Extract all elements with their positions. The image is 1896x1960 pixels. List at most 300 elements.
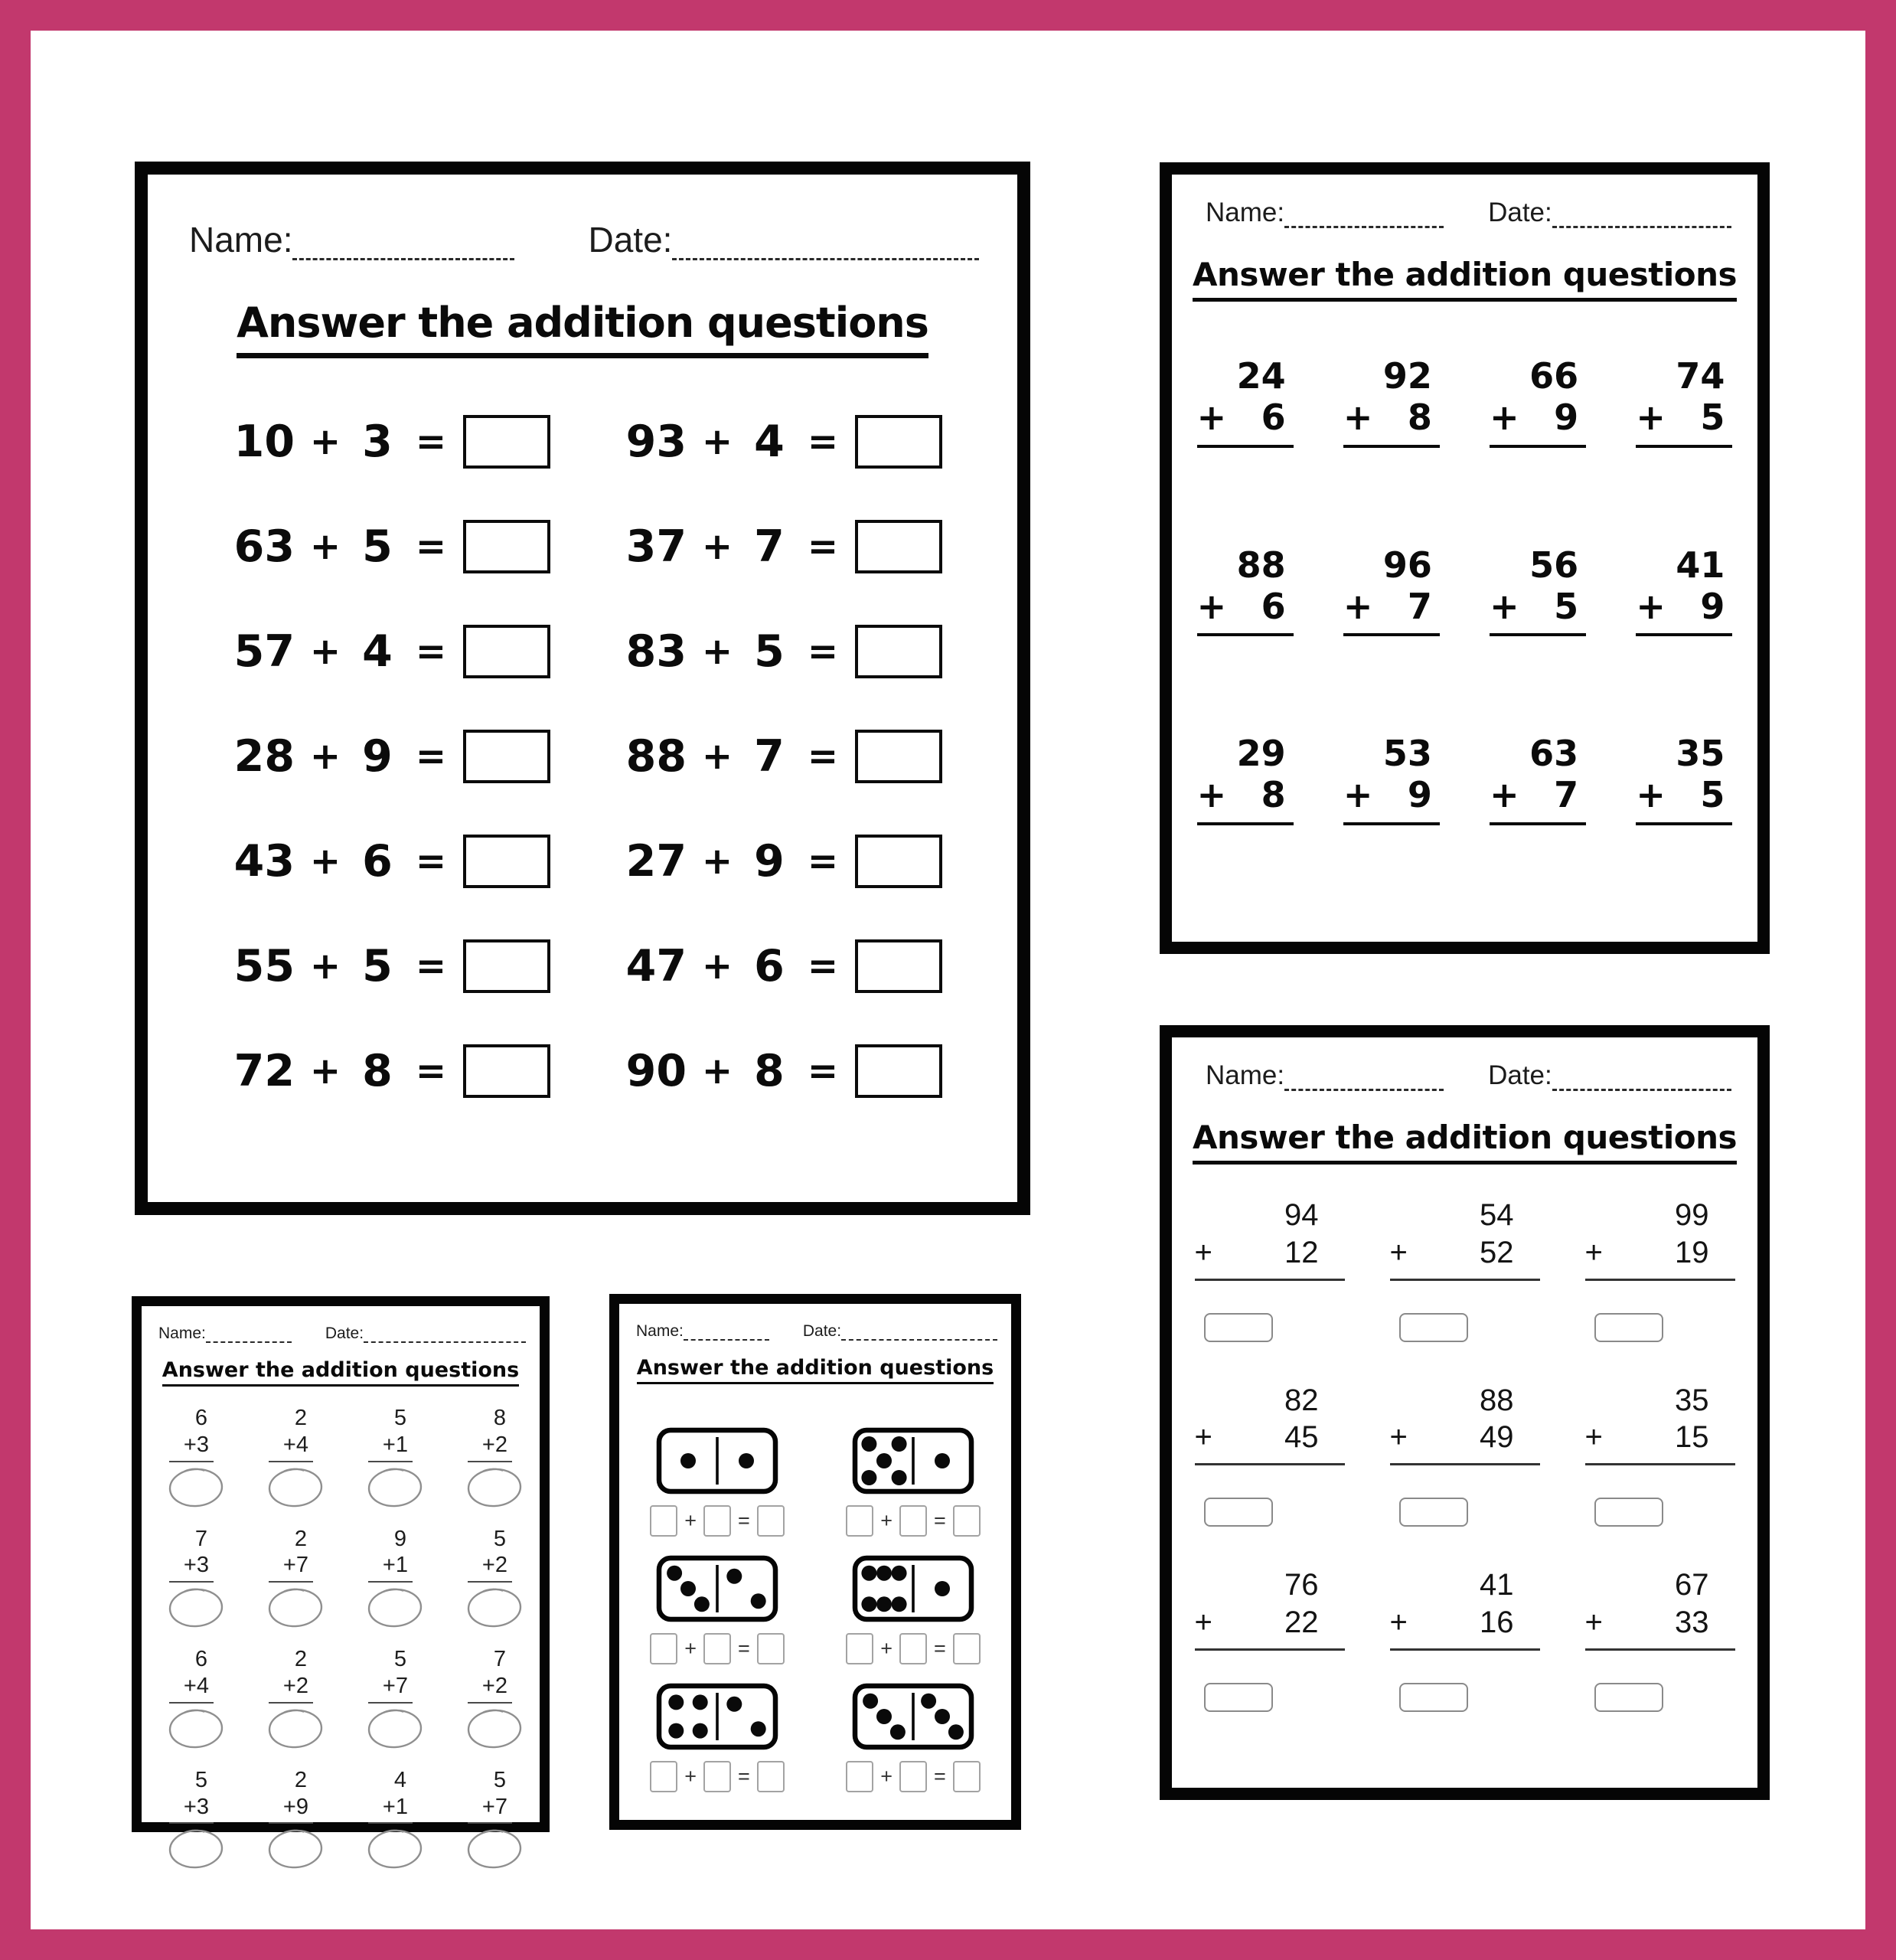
plus-row — [365, 1673, 416, 1700]
vertical-addition-problem — [465, 1526, 515, 1630]
plus-row — [1636, 774, 1732, 815]
answer-box — [1399, 1683, 1468, 1712]
bottom-addend: 45 — [1284, 1420, 1319, 1455]
addend-box — [650, 1761, 677, 1792]
sum-box — [757, 1505, 785, 1537]
top-addend: 54 — [1480, 1198, 1514, 1232]
plus-sign: + — [382, 1432, 396, 1457]
plus-sign: + — [1196, 397, 1227, 439]
bottom-addend: 3 — [196, 1432, 209, 1457]
equals-sign: = — [807, 839, 839, 883]
sum-box — [953, 1761, 981, 1792]
top-addend: 5 — [194, 1767, 207, 1792]
answer-oval — [166, 1585, 226, 1629]
date-write-line — [364, 1338, 526, 1343]
answer-line — [1343, 822, 1440, 825]
plus-sign: + — [1490, 397, 1519, 439]
plus-row — [266, 1794, 316, 1821]
addend-2: 5 — [362, 521, 393, 572]
bottom-addend: 9 — [1407, 774, 1432, 816]
vertical-addition-problem — [1343, 355, 1440, 448]
addend-box — [899, 1761, 927, 1792]
name-label: Name: — [636, 1322, 684, 1340]
vertical-addition-problem — [166, 1526, 217, 1630]
domino-pip — [892, 1596, 907, 1612]
vertical-addition-problem — [1195, 1197, 1345, 1342]
equals-sign: = — [807, 1049, 839, 1093]
domino-equation-row — [650, 1761, 785, 1792]
vertical-addition-problem — [166, 1405, 217, 1509]
answer-oval — [266, 1706, 325, 1750]
vertical-addition-problem — [465, 1646, 515, 1750]
plus-row — [1195, 1604, 1345, 1642]
equals-sign: = — [738, 1637, 750, 1660]
domino-pip — [935, 1709, 950, 1724]
plus-row — [266, 1552, 316, 1579]
title-row — [1172, 256, 1757, 302]
bottom-addend: 6 — [1261, 585, 1286, 627]
plus-row — [1390, 1234, 1540, 1272]
plus-row — [465, 1432, 515, 1459]
domino-pip — [680, 1453, 696, 1468]
top-addend: 6 — [194, 1647, 207, 1672]
plus-sign: + — [183, 1673, 197, 1698]
addition-problem — [604, 625, 996, 678]
bottom-addend: 5 — [1700, 774, 1725, 816]
answer-line — [1343, 633, 1440, 636]
addend-2: 6 — [754, 940, 785, 991]
addend-box — [846, 1505, 873, 1537]
domino-pip — [876, 1566, 892, 1581]
worksheet-title: Answer the addition questions — [1193, 256, 1737, 302]
plus-row — [365, 1552, 416, 1579]
vertical-addition-problem — [1197, 544, 1294, 637]
answer-line — [1585, 1648, 1735, 1651]
plus-row — [1343, 586, 1440, 627]
worksheet-oval-answers — [132, 1296, 550, 1832]
bottom-addend: 5 — [1554, 585, 1579, 627]
answer-oval — [465, 1585, 524, 1629]
title-row — [619, 1356, 1011, 1384]
bottom-addend: 8 — [1261, 774, 1286, 816]
top-addend: 94 — [1284, 1198, 1319, 1232]
bottom-addend: 8 — [1407, 397, 1432, 439]
addend-1: 27 — [625, 835, 687, 887]
plus-sign: + — [1490, 774, 1519, 816]
top-addend: 96 — [1382, 544, 1432, 586]
vertical-addition-problem — [465, 1405, 515, 1509]
plus-sign: + — [1584, 1605, 1603, 1639]
answer-line — [1585, 1463, 1735, 1465]
addition-problem — [212, 1044, 604, 1098]
name-date-header — [636, 1322, 997, 1341]
domino-problem — [650, 1427, 785, 1537]
vertical-addition-problem — [365, 1646, 416, 1750]
worksheet-title: Answer the addition questions — [237, 299, 928, 358]
answer-line — [1585, 1279, 1735, 1281]
plus-sign: + — [309, 524, 341, 568]
title-row — [148, 299, 1017, 358]
bottom-addend: 2 — [494, 1673, 507, 1698]
plus-sign: + — [183, 1553, 197, 1578]
domino-equation-row — [650, 1505, 785, 1537]
addition-problem — [604, 1044, 996, 1098]
answer-line — [269, 1581, 313, 1583]
bottom-addend: 7 — [295, 1553, 308, 1578]
domino-pip — [863, 1694, 878, 1709]
addend-1: 47 — [625, 940, 687, 991]
addend-2: 5 — [362, 940, 393, 991]
vertical-addition-problem — [1585, 1197, 1735, 1342]
bottom-addend: 7 — [1554, 774, 1579, 816]
date-label: Date: — [588, 220, 673, 260]
plus-sign: + — [1389, 1420, 1408, 1455]
date-label: Date: — [1488, 1060, 1552, 1090]
vertical-addition-problem — [365, 1526, 416, 1630]
equals-sign: = — [934, 1509, 946, 1532]
plus-row — [365, 1432, 416, 1459]
plus-row — [1585, 1604, 1735, 1642]
equals-sign: = — [415, 629, 447, 673]
plus-sign: + — [1196, 585, 1227, 627]
addend-box — [899, 1633, 927, 1664]
answer-line — [1197, 445, 1294, 448]
title-row — [1172, 1119, 1757, 1165]
vertical-addition-problem — [266, 1405, 316, 1509]
domino-pip — [726, 1569, 742, 1584]
top-addend: 2 — [294, 1526, 307, 1551]
answer-line — [1490, 633, 1586, 636]
domino-problem — [650, 1555, 785, 1664]
domino-pip — [668, 1723, 684, 1739]
plus-sign: + — [1490, 585, 1519, 627]
top-addend: 5 — [493, 1767, 506, 1792]
answer-line — [1195, 1463, 1345, 1465]
vertical-addition-problem — [1636, 733, 1732, 825]
equals-sign: = — [415, 734, 447, 778]
plus-sign: + — [1636, 774, 1666, 816]
addend-box — [703, 1761, 731, 1792]
plus-sign: + — [880, 1637, 893, 1660]
top-addend: 9 — [393, 1526, 406, 1551]
top-addend: 7 — [493, 1647, 506, 1672]
answer-box — [1594, 1498, 1663, 1527]
plus-row — [465, 1794, 515, 1821]
domino-problem — [650, 1683, 785, 1792]
name-label: Name: — [1206, 1060, 1285, 1090]
plus-sign: + — [481, 1553, 495, 1578]
problems-grid — [1172, 355, 1757, 825]
plus-sign: + — [1389, 1605, 1408, 1639]
plus-sign: + — [382, 1794, 396, 1819]
plus-row — [1197, 586, 1294, 627]
answer-oval — [166, 1706, 226, 1750]
vertical-addition-problem — [1490, 355, 1586, 448]
addend-1: 72 — [233, 1045, 295, 1096]
addition-problem — [604, 415, 996, 469]
domino-problem — [846, 1427, 981, 1537]
plus-row — [1195, 1234, 1345, 1272]
plus-row — [1636, 397, 1732, 438]
date-label: Date: — [325, 1325, 364, 1342]
vertical-addition-problem — [1585, 1382, 1735, 1527]
top-addend: 67 — [1675, 1568, 1709, 1602]
answer-line — [269, 1461, 313, 1462]
sum-box — [757, 1633, 785, 1664]
vertical-addition-problem — [365, 1405, 416, 1509]
plus-sign: + — [880, 1509, 893, 1532]
answer-line — [1636, 633, 1732, 636]
plus-sign: + — [701, 524, 733, 568]
vertical-addition-problem — [1636, 355, 1732, 448]
domino-pip — [876, 1709, 892, 1724]
plus-sign: + — [1194, 1605, 1212, 1639]
top-addend: 5 — [393, 1647, 406, 1672]
plus-sign: + — [309, 1049, 341, 1093]
date-write-line — [1552, 1083, 1731, 1091]
plus-sign: + — [282, 1432, 296, 1457]
problems-grid — [142, 1405, 540, 1870]
plus-sign: + — [1196, 774, 1227, 816]
vertical-addition-problem — [465, 1767, 515, 1871]
addend-2: 8 — [754, 1045, 785, 1096]
domino-pip — [921, 1694, 936, 1709]
domino-pip — [668, 1694, 684, 1710]
answer-box — [463, 939, 550, 993]
bottom-addend: 3 — [196, 1553, 209, 1578]
answer-line — [468, 1581, 512, 1583]
top-addend: 88 — [1236, 544, 1286, 586]
top-addend: 4 — [393, 1767, 406, 1792]
plus-sign: + — [382, 1673, 396, 1698]
name-label: Name: — [1206, 198, 1285, 227]
plus-sign: + — [183, 1794, 197, 1819]
addend-box — [846, 1633, 873, 1664]
plus-sign: + — [701, 629, 733, 673]
domino-equation-row — [650, 1633, 785, 1664]
bottom-addend: 2 — [494, 1432, 507, 1457]
answer-oval — [166, 1826, 226, 1870]
bottom-addend: 16 — [1480, 1605, 1514, 1639]
answer-box — [855, 835, 942, 888]
domino-pip — [935, 1581, 950, 1596]
worksheet-vertical-addition — [1160, 162, 1770, 954]
answer-box — [1594, 1313, 1663, 1342]
plus-sign: + — [481, 1673, 495, 1698]
plus-row — [1197, 397, 1294, 438]
plus-row — [1636, 586, 1732, 627]
equals-sign: = — [807, 524, 839, 568]
bottom-addend: 1 — [395, 1553, 408, 1578]
domino-pip — [861, 1566, 876, 1581]
worksheet-horizontal-addition — [135, 162, 1030, 1215]
addend-1: 43 — [233, 835, 295, 887]
date-label: Date: — [802, 1322, 842, 1340]
answer-oval — [365, 1585, 425, 1629]
plus-row — [266, 1432, 316, 1459]
top-addend: 7 — [194, 1526, 207, 1551]
answer-line — [368, 1822, 413, 1824]
bottom-addend: 15 — [1675, 1420, 1709, 1455]
domino-tile — [852, 1555, 974, 1622]
addend-2: 8 — [362, 1045, 393, 1096]
top-addend: 56 — [1529, 544, 1579, 586]
top-addend: 66 — [1529, 355, 1579, 397]
vertical-addition-problem — [1197, 733, 1294, 825]
equals-sign: = — [807, 629, 839, 673]
answer-box — [463, 625, 550, 678]
plus-sign: + — [282, 1673, 296, 1698]
plus-row — [1490, 586, 1586, 627]
answer-box — [1399, 1498, 1468, 1527]
answer-box — [1204, 1683, 1273, 1712]
plus-sign: + — [282, 1553, 296, 1578]
addend-2: 7 — [754, 730, 785, 782]
plus-sign: + — [1636, 585, 1666, 627]
answer-oval — [465, 1706, 524, 1750]
equals-sign: = — [934, 1765, 946, 1788]
domino-pip — [693, 1723, 708, 1739]
domino-equation-row — [846, 1761, 981, 1792]
addend-1: 90 — [625, 1045, 687, 1096]
plus-sign: + — [1343, 397, 1373, 439]
date-write-line — [841, 1335, 997, 1341]
answer-line — [1195, 1279, 1345, 1281]
equals-sign: = — [807, 734, 839, 778]
bottom-addend: 12 — [1284, 1235, 1319, 1269]
addend-box — [703, 1633, 731, 1664]
name-date-header — [1206, 1060, 1731, 1091]
addend-1: 83 — [625, 626, 687, 677]
addend-2: 7 — [754, 521, 785, 572]
equals-sign: = — [415, 1049, 447, 1093]
plus-sign: + — [701, 839, 733, 883]
addition-problem — [212, 939, 604, 993]
answer-box — [463, 1044, 550, 1098]
answer-line — [1490, 445, 1586, 448]
bottom-addend: 1 — [395, 1432, 408, 1457]
plus-sign: + — [481, 1432, 495, 1457]
addend-2: 9 — [754, 835, 785, 887]
addition-problem — [212, 835, 604, 888]
bottom-addend: 6 — [1261, 397, 1286, 439]
equals-sign: = — [415, 524, 447, 568]
plus-sign: + — [684, 1637, 697, 1660]
plus-row — [1343, 397, 1440, 438]
bottom-addend: 33 — [1675, 1605, 1709, 1639]
equals-sign: = — [738, 1765, 750, 1788]
domino-problem — [846, 1683, 981, 1792]
vertical-addition-problem — [1490, 733, 1586, 825]
addend-box — [650, 1633, 677, 1664]
answer-box — [463, 835, 550, 888]
answer-line — [1197, 633, 1294, 636]
bottom-addend: 2 — [494, 1553, 507, 1578]
addition-problem — [212, 730, 604, 783]
answer-line — [169, 1581, 214, 1583]
answer-line — [1343, 445, 1440, 448]
answer-box — [463, 520, 550, 573]
bottom-addend: 52 — [1480, 1235, 1514, 1269]
bottom-addend: 9 — [1700, 585, 1725, 627]
domino-tile — [852, 1427, 974, 1494]
date-write-line — [1552, 220, 1731, 228]
addend-1: 55 — [233, 940, 295, 991]
domino-pip — [892, 1470, 907, 1485]
bottom-addend: 9 — [295, 1794, 308, 1819]
name-date-header — [189, 219, 979, 260]
name-write-line — [1284, 1083, 1444, 1091]
top-addend: 35 — [1676, 733, 1725, 775]
top-addend: 74 — [1676, 355, 1725, 397]
domino-pip — [935, 1453, 950, 1468]
answer-line — [1197, 822, 1294, 825]
plus-sign: + — [1194, 1420, 1212, 1455]
plus-row — [465, 1552, 515, 1579]
vertical-addition-problem — [1636, 544, 1732, 637]
name-write-line — [684, 1335, 769, 1341]
equals-sign: = — [415, 839, 447, 883]
name-write-line — [206, 1338, 292, 1343]
top-addend: 76 — [1284, 1568, 1319, 1602]
addition-problem — [604, 835, 996, 888]
addend-1: 10 — [233, 416, 295, 467]
bottom-addend: 22 — [1284, 1605, 1319, 1639]
vertical-addition-problem — [266, 1767, 316, 1871]
plus-row — [1343, 774, 1440, 815]
answer-oval — [465, 1826, 524, 1870]
name-write-line — [292, 252, 514, 260]
top-addend: 5 — [393, 1406, 406, 1430]
addend-2: 3 — [362, 416, 393, 467]
answer-box — [463, 730, 550, 783]
domino-pip — [892, 1436, 907, 1452]
top-addend: 8 — [493, 1406, 506, 1430]
top-addend: 2 — [294, 1767, 307, 1792]
addend-2: 6 — [362, 835, 393, 887]
domino-pip — [861, 1596, 876, 1612]
answer-box — [463, 415, 550, 469]
answer-line — [1490, 822, 1586, 825]
worksheet-title: Answer the addition questions — [162, 1358, 519, 1387]
plus-sign: + — [309, 629, 341, 673]
problems-grid — [1172, 1197, 1757, 1712]
domino-pip — [876, 1453, 892, 1468]
vertical-addition-problem — [1585, 1566, 1735, 1712]
answer-line — [1390, 1648, 1540, 1651]
top-addend: 35 — [1675, 1383, 1709, 1417]
name-label: Name: — [189, 220, 293, 260]
vertical-addition-problem — [1197, 355, 1294, 448]
domino-tile — [656, 1427, 778, 1494]
addend-2: 4 — [754, 416, 785, 467]
answer-oval — [465, 1465, 524, 1509]
bottom-addend: 7 — [494, 1794, 507, 1819]
answer-line — [1195, 1648, 1345, 1651]
plus-row — [166, 1794, 217, 1821]
vertical-addition-problem — [166, 1767, 217, 1871]
top-addend: 82 — [1284, 1383, 1319, 1417]
answer-box — [855, 520, 942, 573]
plus-sign: + — [701, 1049, 733, 1093]
vertical-addition-problem — [266, 1526, 316, 1630]
plus-row — [1585, 1419, 1735, 1456]
top-addend: 2 — [294, 1647, 307, 1672]
domino-pip — [694, 1596, 710, 1612]
plus-sign: + — [382, 1553, 396, 1578]
plus-sign: + — [309, 944, 341, 988]
answer-line — [368, 1702, 413, 1704]
